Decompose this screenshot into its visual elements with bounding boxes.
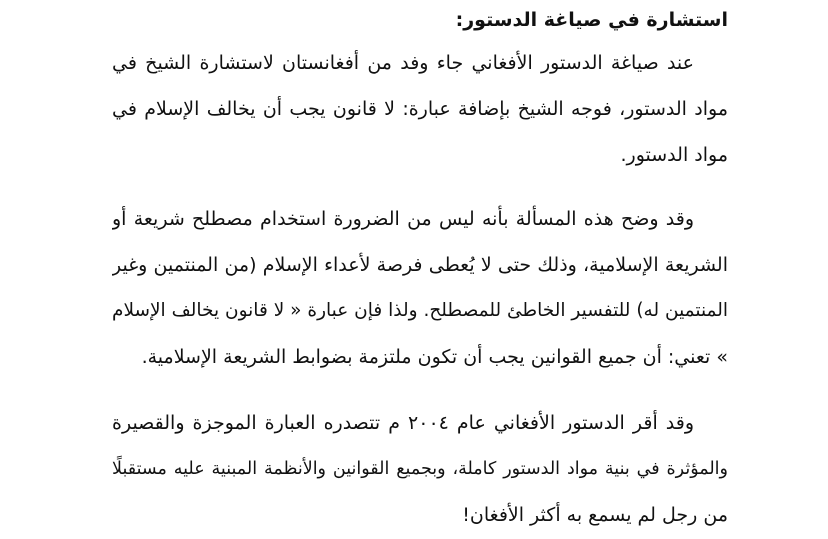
paragraph-line: مواد الدستور، فوجه الشيخ بإضافة عبارة: لا قانون يجب أن يخالف الإسلام في [112,98,728,120]
paragraph-line: » تعني: أن جميع القوانين يجب أن تكون ملتزمة بضوابط الشريعة الإسلامية. [141,346,728,368]
paragraph-line: وقد وضح هذه المسألة بأنه ليس من الضرورة استخدام مصطلح شريعة أو [112,208,694,230]
paragraph-line: وقد أقر الدستور الأفغاني عام ٢٠٠٤ م تتصدره العبارة الموجزة والقصيرة [112,412,694,434]
paragraph-line: من رجل لم يسمع به أكثر الأفغان! [462,504,728,526]
paragraph-line: مواد الدستور. [620,144,728,166]
paragraph-line: عند صياغة الدستور الأفغاني جاء وفد من أفغانستان لاستشارة الشيخ في [112,52,694,74]
paragraph-3 [112,400,728,538]
paragraph-line: والمؤثرة في بنية مواد الدستور كاملة، وبجميع القوانين والأنظمة المبنية عليه مستقبلًا [112,459,728,479]
paragraph-1 [112,40,728,178]
paragraph-2 [112,196,728,380]
section-heading: استشارة في صياغة الدستور: [455,9,728,31]
paragraph-line: الشريعة الإسلامية، وذلك حتى لا يُعطى فرصة لأعداء الإسلام (من المنتمين وغير [112,254,728,276]
paragraph-line: المنتمين له) للتفسير الخاطئ للمصطلح. ولذا فإن عبارة « لا قانون يخالف الإسلام [112,300,728,321]
